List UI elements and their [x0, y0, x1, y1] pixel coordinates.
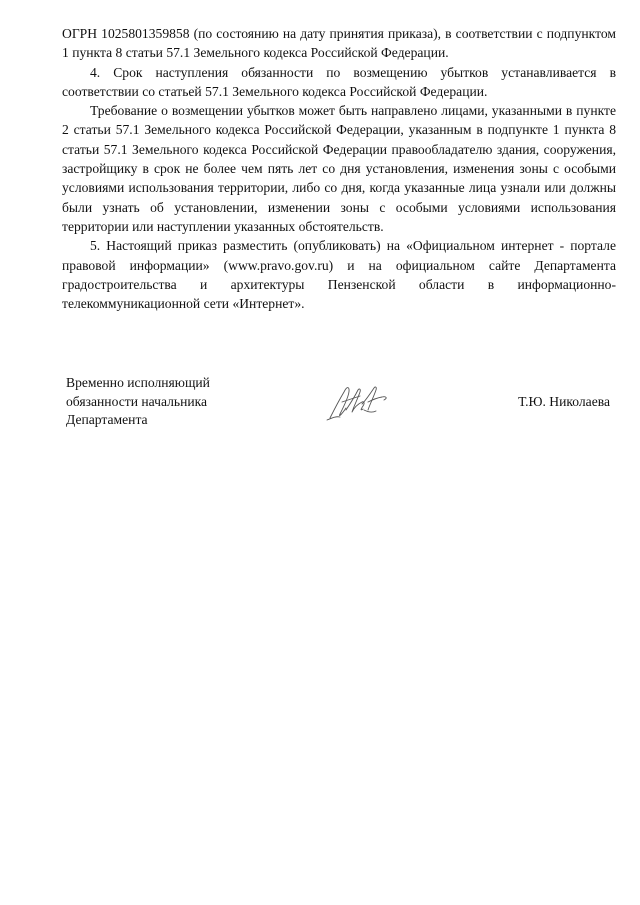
signer-name: Т.Ю. Николаева: [518, 394, 610, 409]
signature-block: [66, 374, 616, 434]
handwritten-signature: [324, 380, 394, 424]
signer-title-line-1: Временно исполняющий: [66, 375, 210, 390]
signer-title-line-3: Департамента: [66, 412, 148, 428]
document-body: [62, 24, 616, 313]
signer-title: [66, 374, 266, 430]
paragraph-item-4: 4. Срок наступления обязанности по возмещению убытков устанавливается в соответствии со статьей 57.1 Земельного кодекса Российской Федерации.: [62, 64, 616, 99]
paragraph-ogrn: ОГРН 1025801359858 (по состоянию на дату принятия приказа), в соответствии с подпунктом 1 пункта 8 статьи 57.1 Земельного кодекса Российской Федерации.: [62, 26, 616, 61]
paragraph-claim-requirement: Требование о возмещении убытков может быть направлено лицами, указанными в пункте 2 статьи 57.1 Земельного кодекса Российской Федерации, указанным в подпункте 1 пункта 8 статьи 57.1 Земельного кодекса Российской Федерации правообладателю здания, сооружения, застройщику в срок не более чем пять лет со дня установления, изменения зоны с особыми условиями использования территории, либо со дня, когда указанные лица узнали или должны были узнать об установлении, изменении зоны с особыми условиями использования территории или наступлении указанных обстоятельств.: [62, 103, 616, 234]
paragraph-item-5: 5. Настоящий приказ разместить (опубликовать) на «Официальном интернет - портале правовой информации» (www.pravo.gov.ru) и на официальном сайте Департамента градостроительства и архитектуры Пензенской области в информационно-телекоммуникационной сети «Интернет».: [62, 238, 616, 312]
signer-title-line-2: обязанности начальника: [66, 393, 208, 409]
